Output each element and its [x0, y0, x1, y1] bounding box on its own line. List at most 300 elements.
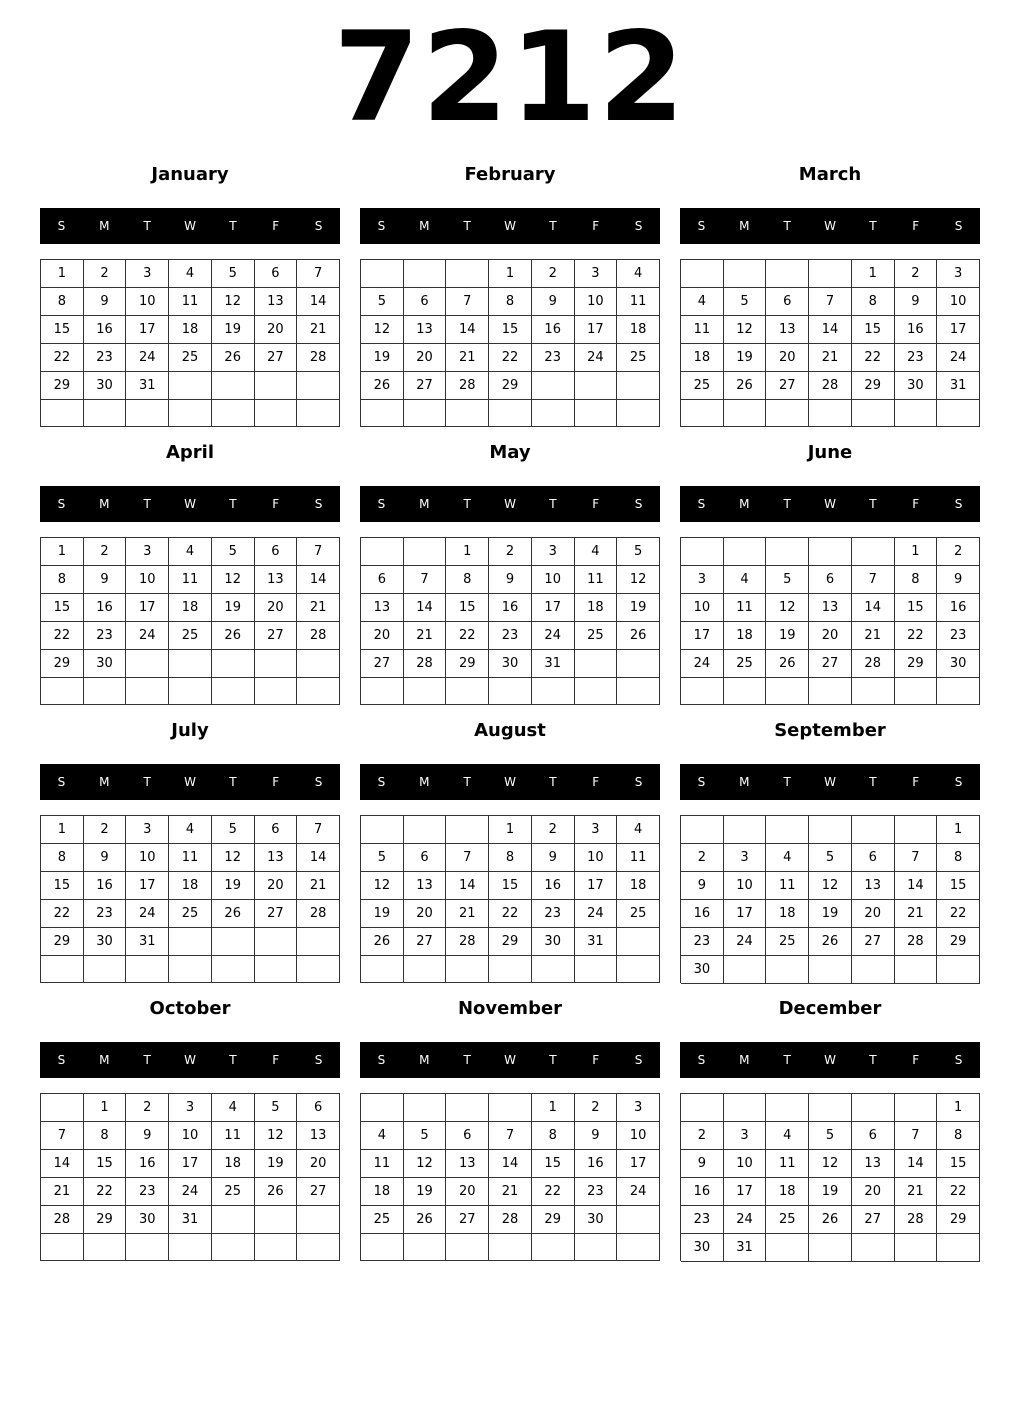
weekday-label: S [634, 219, 643, 233]
day-cell: 26 [361, 372, 404, 400]
empty-day-cell [532, 372, 575, 400]
weekday-label: T [229, 1053, 237, 1067]
empty-day-cell [724, 678, 767, 705]
day-cell: 19 [404, 1178, 447, 1206]
day-cell: 8 [937, 1122, 980, 1150]
empty-day-cell [617, 678, 660, 705]
day-cell: 6 [404, 844, 447, 872]
day-cell: 29 [489, 372, 532, 400]
weekday-label: T [869, 1053, 877, 1067]
weekday-label: S [314, 1053, 323, 1067]
empty-day-cell [126, 400, 169, 427]
day-cell: 28 [297, 622, 340, 650]
day-cell: 15 [937, 1150, 980, 1178]
day-cell: 11 [212, 1122, 255, 1150]
empty-day-cell [617, 928, 660, 956]
empty-day-cell [169, 400, 212, 427]
empty-day-cell [212, 372, 255, 400]
empty-day-cell [852, 956, 895, 984]
empty-day-cell [361, 816, 404, 844]
day-cell: 21 [446, 344, 489, 372]
empty-day-cell [126, 956, 169, 983]
empty-day-cell [84, 400, 127, 427]
day-cell: 11 [575, 566, 618, 594]
day-cell: 9 [126, 1122, 169, 1150]
day-cell: 1 [937, 816, 980, 844]
day-cell: 22 [937, 900, 980, 928]
empty-day-cell [575, 1234, 618, 1261]
empty-day-cell [575, 650, 618, 678]
day-cell: 22 [937, 1178, 980, 1206]
weekday-label: S [634, 775, 643, 789]
weekday-header [360, 208, 660, 244]
day-cell: 9 [681, 1150, 724, 1178]
day-cell: 14 [446, 872, 489, 900]
day-cell: 13 [404, 316, 447, 344]
day-cell: 13 [361, 594, 404, 622]
day-cell: 28 [895, 928, 938, 956]
day-cell: 26 [809, 1206, 852, 1234]
day-cell: 17 [617, 1150, 660, 1178]
empty-day-cell [169, 372, 212, 400]
day-cell: 13 [809, 594, 852, 622]
day-cell: 18 [617, 872, 660, 900]
day-cell: 6 [852, 1122, 895, 1150]
weekday-label: T [229, 775, 237, 789]
day-cell: 18 [169, 872, 212, 900]
empty-day-cell [681, 1094, 724, 1122]
day-cell: 5 [766, 566, 809, 594]
day-cell: 29 [41, 928, 84, 956]
day-cell: 31 [126, 372, 169, 400]
day-cell: 4 [575, 538, 618, 566]
empty-day-cell [446, 1234, 489, 1261]
day-cell: 20 [852, 1178, 895, 1206]
empty-day-cell [404, 816, 447, 844]
month-name: April [165, 442, 215, 463]
day-cell: 12 [724, 316, 767, 344]
day-cell: 2 [489, 538, 532, 566]
day-cell: 3 [617, 1094, 660, 1122]
day-cell: 1 [489, 260, 532, 288]
day-cell: 1 [937, 1094, 980, 1122]
day-cell: 22 [84, 1178, 127, 1206]
empty-day-cell [617, 650, 660, 678]
day-cell: 6 [361, 566, 404, 594]
empty-day-cell [297, 650, 340, 678]
day-cell: 15 [84, 1150, 127, 1178]
empty-day-cell [681, 260, 724, 288]
day-cell: 25 [212, 1178, 255, 1206]
day-cell: 6 [297, 1094, 340, 1122]
weekday-label: F [592, 775, 600, 789]
day-cell: 21 [895, 900, 938, 928]
month-name: August [474, 720, 546, 741]
calendar-year-title: 7212 [333, 6, 687, 150]
day-cell: 3 [126, 538, 169, 566]
weekday-label: S [314, 775, 323, 789]
weekday-label: S [954, 1053, 963, 1067]
day-cell: 28 [297, 344, 340, 372]
day-cell: 1 [895, 538, 938, 566]
weekday-label: M [99, 1053, 110, 1067]
day-cell: 24 [724, 928, 767, 956]
day-cell: 14 [297, 566, 340, 594]
day-cell: 4 [766, 1122, 809, 1150]
day-cell: 12 [212, 566, 255, 594]
empty-day-cell [937, 400, 980, 427]
day-cell: 17 [532, 594, 575, 622]
empty-day-cell [404, 400, 447, 427]
day-cell: 2 [532, 260, 575, 288]
day-cell: 28 [446, 928, 489, 956]
day-cell: 29 [937, 928, 980, 956]
empty-day-cell [852, 678, 895, 705]
day-cell: 28 [809, 372, 852, 400]
day-cell: 15 [446, 594, 489, 622]
weekday-label: T [783, 1053, 791, 1067]
day-cell: 18 [724, 622, 767, 650]
day-cell: 15 [937, 872, 980, 900]
weekday-label: S [697, 219, 706, 233]
empty-day-cell [404, 1094, 447, 1122]
day-cell: 21 [809, 344, 852, 372]
day-cell: 31 [724, 1234, 767, 1262]
empty-day-cell [255, 1206, 298, 1234]
empty-day-cell [361, 400, 404, 427]
empty-day-cell [255, 678, 298, 705]
day-cell: 5 [361, 844, 404, 872]
day-cell: 20 [446, 1178, 489, 1206]
empty-day-cell [169, 928, 212, 956]
empty-day-cell [575, 372, 618, 400]
weekday-label: W [504, 497, 516, 511]
day-cell: 9 [84, 288, 127, 316]
day-cell: 18 [575, 594, 618, 622]
empty-day-cell [212, 956, 255, 983]
empty-day-cell [212, 1234, 255, 1261]
weekday-label: S [57, 1053, 66, 1067]
empty-day-cell [532, 1234, 575, 1261]
empty-day-cell [404, 260, 447, 288]
day-cell: 5 [617, 538, 660, 566]
empty-day-cell [169, 1234, 212, 1261]
day-cell: 1 [852, 260, 895, 288]
empty-day-cell [489, 956, 532, 983]
weekday-label: T [143, 775, 151, 789]
weekday-header [680, 1042, 980, 1078]
month-name: May [489, 442, 531, 463]
empty-day-cell [297, 956, 340, 983]
weekday-label: S [314, 219, 323, 233]
weekday-label: T [869, 219, 877, 233]
empty-day-cell [852, 816, 895, 844]
weekday-label: T [463, 1053, 471, 1067]
weekday-header [360, 486, 660, 522]
day-cell: 6 [766, 288, 809, 316]
day-cell: 1 [532, 1094, 575, 1122]
day-cell: 26 [404, 1206, 447, 1234]
weekday-label: M [419, 497, 430, 511]
empty-day-cell [84, 1234, 127, 1261]
day-cell: 26 [809, 928, 852, 956]
day-cell: 29 [489, 928, 532, 956]
day-cell: 3 [169, 1094, 212, 1122]
empty-day-cell [532, 956, 575, 983]
day-cell: 29 [446, 650, 489, 678]
weekday-header [680, 208, 980, 244]
day-cell: 8 [41, 288, 84, 316]
empty-day-cell [297, 1234, 340, 1261]
day-cell: 27 [852, 1206, 895, 1234]
month-name: October [149, 998, 231, 1019]
day-cell: 1 [84, 1094, 127, 1122]
day-cell: 28 [489, 1206, 532, 1234]
day-cell: 5 [724, 288, 767, 316]
day-cell: 25 [724, 650, 767, 678]
day-cell: 12 [361, 316, 404, 344]
day-cell: 3 [937, 260, 980, 288]
weekday-label: W [504, 1053, 516, 1067]
day-cell: 12 [212, 288, 255, 316]
day-cell: 6 [255, 260, 298, 288]
day-cell: 27 [255, 900, 298, 928]
day-cell: 13 [255, 566, 298, 594]
day-cell: 16 [126, 1150, 169, 1178]
day-cell: 29 [937, 1206, 980, 1234]
empty-day-cell [41, 1094, 84, 1122]
day-cell: 27 [809, 650, 852, 678]
weekday-label: S [314, 497, 323, 511]
day-cell: 7 [809, 288, 852, 316]
day-cell: 11 [169, 844, 212, 872]
empty-day-cell [404, 678, 447, 705]
day-cell: 10 [724, 1150, 767, 1178]
weekday-label: W [824, 219, 836, 233]
day-cell: 19 [724, 344, 767, 372]
day-grid [360, 537, 660, 705]
day-cell: 28 [895, 1206, 938, 1234]
weekday-label: S [377, 497, 386, 511]
day-cell: 6 [809, 566, 852, 594]
day-cell: 22 [446, 622, 489, 650]
day-cell: 21 [895, 1178, 938, 1206]
weekday-label: T [549, 775, 557, 789]
day-cell: 22 [489, 344, 532, 372]
day-grid [680, 815, 980, 983]
day-cell: 15 [895, 594, 938, 622]
weekday-label: W [824, 497, 836, 511]
day-cell: 13 [766, 316, 809, 344]
empty-day-cell [766, 260, 809, 288]
day-cell: 30 [681, 1234, 724, 1262]
day-cell: 18 [169, 594, 212, 622]
empty-day-cell [126, 650, 169, 678]
day-cell: 23 [84, 622, 127, 650]
empty-day-cell [617, 1206, 660, 1234]
day-grid [360, 1093, 660, 1261]
day-cell: 4 [617, 260, 660, 288]
day-cell: 7 [446, 288, 489, 316]
day-cell: 30 [84, 650, 127, 678]
day-cell: 17 [126, 872, 169, 900]
weekday-label: F [272, 1053, 280, 1067]
day-cell: 16 [84, 594, 127, 622]
day-cell: 23 [532, 900, 575, 928]
weekday-label: F [592, 1053, 600, 1067]
month-name: July [171, 720, 209, 741]
day-grid [40, 259, 340, 427]
weekday-label: W [504, 775, 516, 789]
day-cell: 17 [681, 622, 724, 650]
day-cell: 27 [404, 928, 447, 956]
day-cell: 31 [532, 650, 575, 678]
day-cell: 8 [41, 844, 84, 872]
weekday-label: T [463, 775, 471, 789]
empty-day-cell [361, 260, 404, 288]
day-cell: 12 [766, 594, 809, 622]
weekday-label: S [57, 775, 66, 789]
weekday-label: T [783, 219, 791, 233]
empty-day-cell [809, 1234, 852, 1262]
empty-day-cell [297, 678, 340, 705]
day-cell: 23 [681, 928, 724, 956]
weekday-label: T [143, 219, 151, 233]
weekday-header [40, 764, 340, 800]
day-cell: 3 [532, 538, 575, 566]
day-cell: 30 [84, 372, 127, 400]
day-cell: 9 [532, 288, 575, 316]
weekday-label: F [592, 219, 600, 233]
weekday-label: M [419, 1053, 430, 1067]
empty-day-cell [255, 372, 298, 400]
day-cell: 26 [724, 372, 767, 400]
day-cell: 28 [404, 650, 447, 678]
empty-day-cell [84, 678, 127, 705]
day-cell: 2 [937, 538, 980, 566]
day-cell: 27 [255, 622, 298, 650]
day-cell: 21 [852, 622, 895, 650]
day-cell: 20 [255, 594, 298, 622]
day-cell: 22 [41, 344, 84, 372]
weekday-header [360, 1042, 660, 1078]
day-cell: 15 [489, 316, 532, 344]
empty-day-cell [895, 1094, 938, 1122]
day-cell: 17 [937, 316, 980, 344]
day-cell: 22 [489, 900, 532, 928]
day-cell: 10 [575, 288, 618, 316]
day-cell: 21 [297, 872, 340, 900]
day-cell: 10 [169, 1122, 212, 1150]
day-cell: 25 [766, 928, 809, 956]
empty-day-cell [766, 816, 809, 844]
day-cell: 20 [852, 900, 895, 928]
weekday-label: F [272, 219, 280, 233]
day-cell: 8 [937, 844, 980, 872]
day-cell: 31 [937, 372, 980, 400]
day-grid [360, 259, 660, 427]
empty-day-cell [895, 400, 938, 427]
month-name: September [774, 720, 886, 741]
empty-day-cell [766, 538, 809, 566]
weekday-label: M [739, 775, 750, 789]
day-cell: 25 [617, 900, 660, 928]
day-cell: 31 [169, 1206, 212, 1234]
weekday-label: T [463, 497, 471, 511]
weekday-label: S [697, 1053, 706, 1067]
day-cell: 8 [489, 844, 532, 872]
day-cell: 17 [169, 1150, 212, 1178]
day-cell: 30 [937, 650, 980, 678]
empty-day-cell [895, 678, 938, 705]
empty-day-cell [724, 816, 767, 844]
empty-day-cell [489, 1094, 532, 1122]
month-name: December [778, 998, 882, 1019]
weekday-header [680, 486, 980, 522]
day-cell: 5 [809, 844, 852, 872]
day-cell: 25 [361, 1206, 404, 1234]
month-name: January [151, 164, 229, 185]
empty-day-cell [297, 928, 340, 956]
day-cell: 7 [297, 816, 340, 844]
day-cell: 2 [84, 260, 127, 288]
weekday-label: W [824, 775, 836, 789]
empty-day-cell [212, 678, 255, 705]
day-cell: 12 [809, 872, 852, 900]
day-cell: 24 [575, 900, 618, 928]
day-cell: 31 [126, 928, 169, 956]
day-cell: 6 [404, 288, 447, 316]
empty-day-cell [169, 650, 212, 678]
day-cell: 18 [361, 1178, 404, 1206]
weekday-label: T [783, 497, 791, 511]
day-cell: 20 [361, 622, 404, 650]
day-cell: 23 [575, 1178, 618, 1206]
day-cell: 19 [617, 594, 660, 622]
empty-day-cell [255, 928, 298, 956]
empty-day-cell [809, 956, 852, 984]
weekday-label: W [184, 219, 196, 233]
weekday-label: M [739, 1053, 750, 1067]
empty-day-cell [766, 1094, 809, 1122]
empty-day-cell [255, 956, 298, 983]
day-cell: 23 [84, 900, 127, 928]
day-cell: 20 [255, 316, 298, 344]
day-cell: 6 [255, 816, 298, 844]
weekday-header [40, 1042, 340, 1078]
day-cell: 3 [724, 844, 767, 872]
day-cell: 12 [255, 1122, 298, 1150]
day-cell: 21 [297, 594, 340, 622]
day-grid [40, 815, 340, 983]
day-cell: 25 [617, 344, 660, 372]
weekday-label: M [739, 219, 750, 233]
weekday-label: W [184, 1053, 196, 1067]
empty-day-cell [852, 1094, 895, 1122]
empty-day-cell [489, 1234, 532, 1261]
day-grid [680, 537, 980, 705]
day-cell: 3 [575, 260, 618, 288]
day-cell: 8 [446, 566, 489, 594]
day-cell: 22 [532, 1178, 575, 1206]
weekday-label: M [419, 775, 430, 789]
empty-day-cell [532, 678, 575, 705]
empty-day-cell [681, 538, 724, 566]
day-cell: 21 [404, 622, 447, 650]
month-name: March [798, 164, 862, 185]
empty-day-cell [852, 1234, 895, 1262]
day-cell: 9 [84, 566, 127, 594]
